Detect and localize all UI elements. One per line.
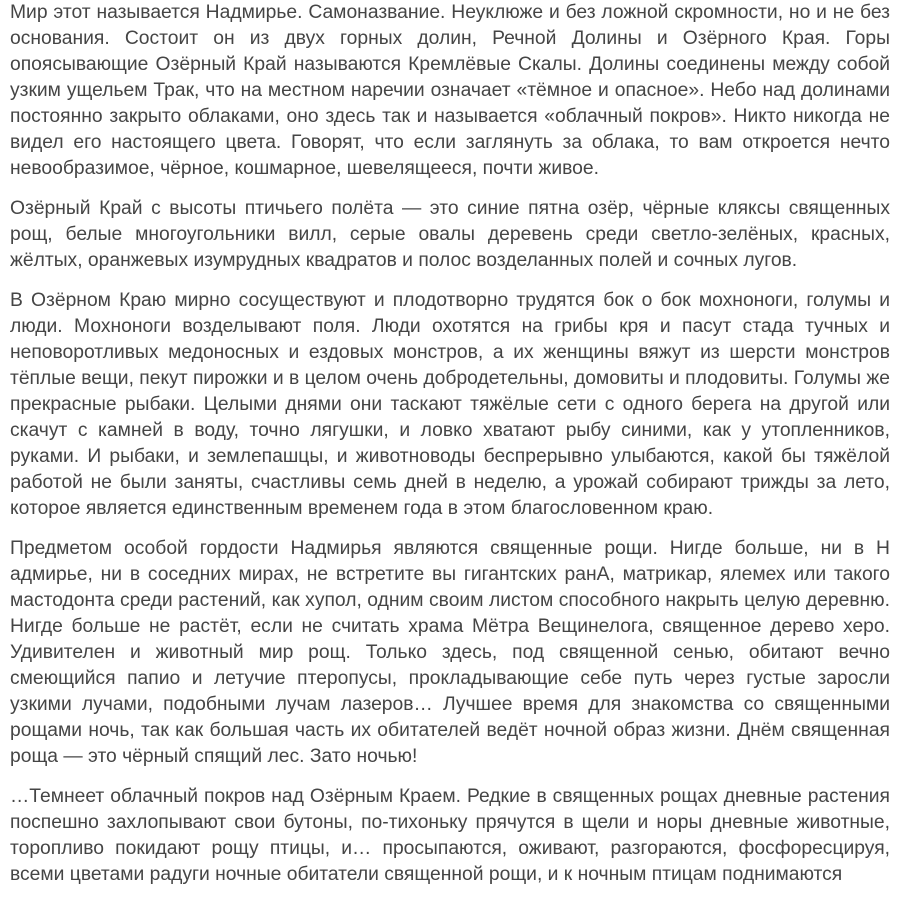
paragraph-lake-land-aerial: Озёрный Край с высоты птичьего полёта — это синие пятна озёр, чёрные кляксы священных рощ, белые многоугольники вилл, серые овалы деревень среди светло-зелёных, красных, жёлтых, оранжевых изумрудных квадратов и полос возделанных полей и сочных лугов. — [10, 198, 890, 271]
paragraph-world-intro: Мир этот называется Надмирье. Самоназвание. Неуклюже и без ложной скромности, но и не без основания. Состоит он из двух горных долин, Речной Долины и Озёрного Края. Горы опоясывающие Озёрный Край называются Кремлёвые Скалы. Долины соединены между собой узким ущельем Трак, что на местном наречии означает «тёмное и опасное». Небо над долинами постоянно закрыто облаками, оно здесь так и называется «облачный покров». Никто никогда не видел его настоящего цвета. Говорят, что если заглянуть за облака, то вам откроется нечто невообразимое, чёрное, кошмарное, шевелящееся, почти живое. — [10, 2, 890, 179]
document-body — [10, 0, 890, 898]
paragraph-sacred-groves: Предметом особой гордости Надмирья являются священные рощи. Нигде больше, ни в Н адмирье, ни в соседних мирах, не встретите вы гигантских ранА, матрикар, ялемех или такого мастодонта среди растений, как хупол, одним своим листом способного накрыть целую деревню. Нигде больше не растёт, если не считать храма Мётра Вещинелога, священное дерево херо. Удивителен и животный мир рощ. Только здесь, под священной сенью, обитают вечно смеющийся папио и летучие птеропусы, прокладывающие себе путь через густые заросли узкими лучами, подобными лучам лазеров… Лучшее время для знакомства со священными рощами ночь, так как большая часть их обитателей ведёт ночной образ жизни. Днём священная роща — это чёрный спящий лес. Зато ночью! — [10, 538, 890, 767]
paragraph-inhabitants: В Озёрном Краю мирно сосуществуют и плодотворно трудятся бок о бок мохноноги, голумы и люди. Мохноноги возделывают поля. Люди охотятся на грибы кря и пасут стада тучных и неповоротливых медоносных и ездовых монстров, а их женщины вяжут из шерсти монстров тёплые вещи, пекут пирожки и в целом очень добродетельны, домовиты и плодовиты. Голумы же прекрасные рыбаки. Целыми днями они таскают тяжёлые сети с одного берега на другой или скачут с камней в воду, точно лягушки, и ловко хватают рыбу синими, как у утопленников, руками. И рыбаки, и землепашцы, и животноводы беспрерывно улыбаются, какой бы тяжёлой работой не были заняты, счастливы семь дней в неделю, а урожай собирают трижды за лето, которое является единственным временем года в этом благословенном краю. — [10, 290, 890, 519]
paragraph-night-falls: …Темнеет облачный покров над Озёрным Краем. Редкие в священных рощах дневные растения поспешно захлопывают свои бутоны, по-тихоньку прячутся в щели и норы дневные животные, торопливо покидают рощу птицы, и… просыпаются, оживают, разгораются, фосфоресцируя, всеми цветами радуги ночные обитатели священной рощи, и к ночным птицам поднимаются — [10, 786, 890, 884]
